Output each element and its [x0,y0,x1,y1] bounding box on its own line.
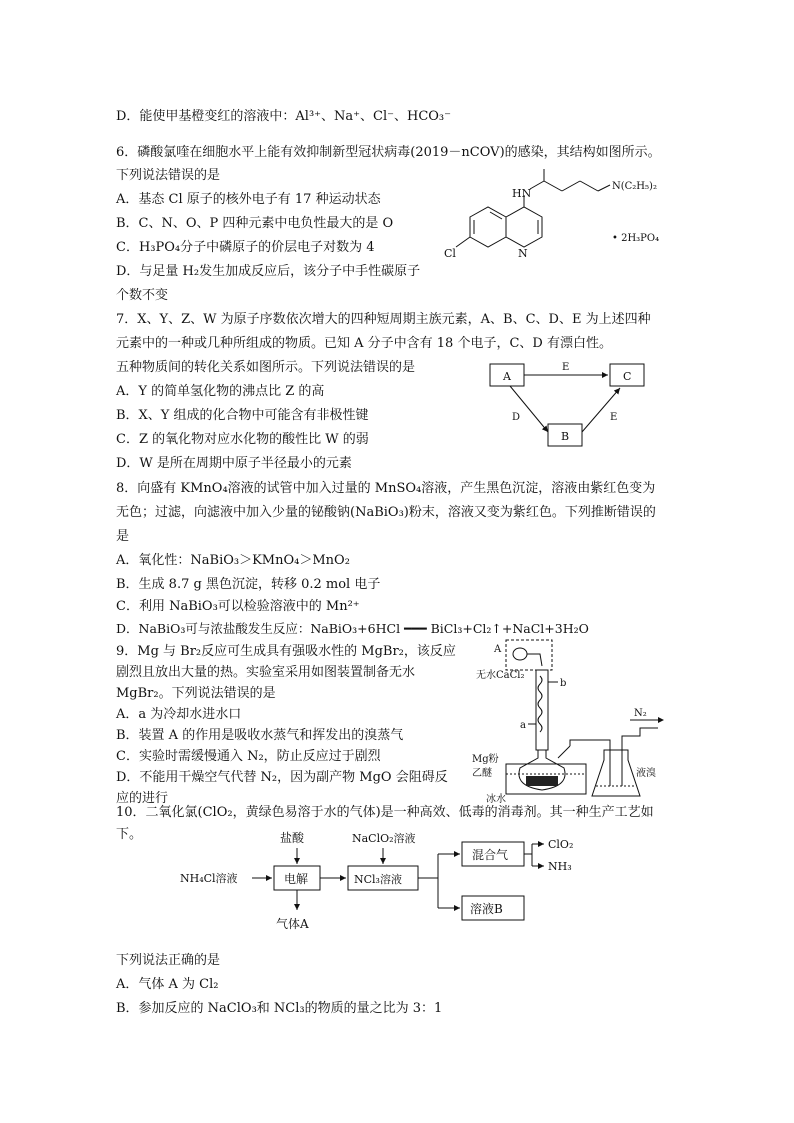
label-nh3: NH₃ [548,860,572,873]
q8-stem-line3: 是 [116,529,130,544]
q7-stem-line3: 五种物质间的转化关系如图所示。下列说法错误的是 [116,360,416,375]
q9-stem-line2: 剧烈且放出大量的热。实验室采用如图装置制备无水 [116,665,416,680]
ring-n-label: N [518,247,528,260]
label-n2: N₂ [634,708,647,719]
label-cacl2: 无水CaCl₂ [476,670,525,681]
label-b: b [560,678,567,689]
q8-option-b: B．生成 8.7 g 黑色沉淀，转移 0.2 mol 电子 [116,577,381,592]
label-a: A [494,644,502,655]
q6-stem-line1: 6．磷酸氯喹在细胞水平上能有效抑制新型冠状病毒(2019－nCOV)的感染，其结构如图所示。 [116,145,661,160]
diethylamino-label: N(C₂H₅)₂ [612,181,657,192]
q7-option-a: A．Y 的简单氢化物的沸点比 Z 的高 [116,384,325,399]
q6-option-d-line2: 个数不变 [116,288,169,303]
cl-label: Cl [444,247,456,260]
q8-stem-line2: 无色；过滤，向滤液中加入少量的铋酸钠(NaBiO₃)粉末，溶液又变为紫红色。下列推断错误的 [116,505,656,520]
label-naclo2: NaClO₂溶液 [352,832,416,845]
q7-stem-line1: 7．X、Y、Z、W 为原子序数依次增大的四种短周期主族元素，A、B、C、D、E 为上述四种 [116,312,651,327]
q7-option-d: D．W 是所在周期中原子半径最小的元素 [116,456,352,471]
q10-option-a: A．气体 A 为 Cl₂ [116,977,219,992]
label-ether: 乙醚 [472,768,492,779]
label-hcl: 盐酸 [280,831,305,845]
q6-option-b: B．C、N、O、P 四种元素中电负性最大的是 O [116,216,394,231]
q9-stem-line1: 9．Mg 与 Br₂反应可生成具有强吸水性的 MgBr₂，该反应 [116,644,456,659]
q8-stem-line1: 8．向盛有 KMnO₄溶液的试管中加入过量的 MnSO₄溶液，产生黑色沉淀，溶液由紫红色变为 [116,481,656,496]
q7-option-b: B．X、Y 组成的化合物中可能含有非极性键 [116,408,369,423]
label-e-top: E [562,362,570,373]
q8-option-a: A．氧化性：NaBiO₃＞KMnO₄＞MnO₂ [116,553,350,568]
label-liquid-bromine: 液溴 [636,768,656,779]
label-a-inlet: a [520,720,526,731]
label-nh4cl: NH₄Cl溶液 [180,872,238,885]
label-clo2: ClO₂ [548,838,574,851]
label-electrolysis: 电解 [284,872,309,886]
label-solution-b: 溶液B [470,902,503,916]
q7-option-c: C．Z 的氧化物对应水化物的酸性比 W 的弱 [116,432,369,447]
q10-stem-line2: 下。 [116,827,143,842]
q6-option-a: A．基态 Cl 原子的核外电子有 17 种运动状态 [116,192,381,207]
label-mg-powder: Mg粉 [472,754,499,765]
apparatus-figure [470,636,680,806]
label-b: B [561,430,570,443]
q5-option-d: D．能使甲基橙变红的溶液中：Al³⁺、Na⁺、Cl⁻、HCO₃⁻ [116,109,452,124]
q9-option-b: B．装置 A 的作用是吸收水蒸气和挥发出的溴蒸气 [116,728,404,743]
hn-label: HN [512,187,532,200]
q9-option-a: A．a 为冷却水进水口 [116,707,242,722]
q10-question: 下列说法正确的是 [116,953,221,968]
q6-option-c: C．H₃PO₄分子中磷原子的价层电子对数为 4 [116,240,375,255]
label-mixed-gas: 混合气 [472,848,509,862]
label-a: A [503,370,511,383]
label-ice-water: 冰水 [486,794,506,805]
label-e-right: E [610,412,618,423]
phosphate-label: • 2H₃PO₄ [612,233,660,244]
q9-option-d-line1: D．不能用干燥空气代替 N₂，因为副产物 MgO 会阻碍反 [116,770,448,785]
chloroquine-structure-figure [440,165,690,275]
q8-option-c: C．利用 NaBiO₃可以检验溶液中的 Mn²⁺ [116,599,360,614]
label-c: C [623,370,632,383]
q9-stem-line3: MgBr₂。下列说法错误的是 [116,686,276,701]
q8-option-d: D．NaBiO₃可与浓盐酸发生反应：NaBiO₃+6HCl ━━━ BiCl₃+Cl₂↑+NaCl+3H₂O [116,621,589,636]
q10-option-b: B．参加反应的 NaClO₃和 NCl₃的物质的量之比为 3：1 [116,1001,443,1016]
conversion-diagram [486,358,656,454]
q7-stem-line2: 元素中的一种或几种所组成的物质。已知 A 分子中含有 18 个电子，C、D 有漂白性。 [116,336,612,351]
label-ncl3: NCl₃溶液 [354,873,402,886]
label-d: D [512,412,521,423]
q9-option-d-line2: 应的进行 [116,791,169,806]
q6-stem-line2: 下列说法错误的是 [116,168,221,183]
label-gas-a: 气体A [276,917,309,931]
q10-stem-line1: 10．二氧化氯(ClO₂，黄绿色易溶于水的气体)是一种高效、低毒的消毒剂。其一种生产工艺如 [116,805,654,820]
q6-option-d-line1: D．与足量 H₂发生加成反应后，该分子中手性碳原子 [116,264,421,279]
process-flow-diagram [176,826,616,938]
q9-option-c: C．实验时需缓慢通入 N₂，防止反应过于剧烈 [116,749,381,764]
